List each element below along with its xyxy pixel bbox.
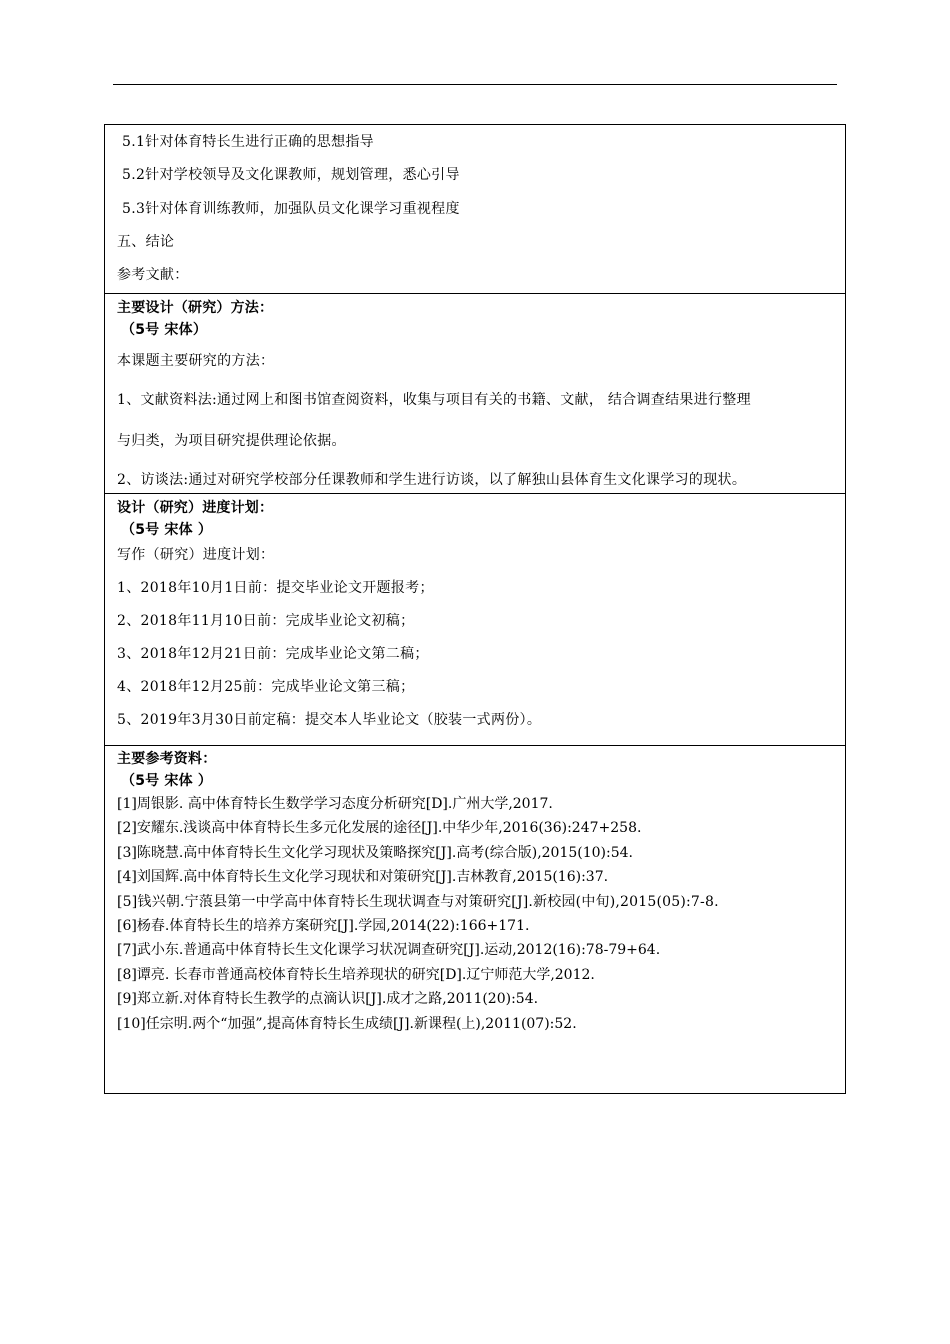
reference-item: [7]武小东.普通高中体育特长生文化课学习状况调查研究[J].运动,2012(16):78-79+64. (117, 942, 661, 959)
methods-heading: 主要设计（研究）方法： (117, 300, 274, 316)
schedule-intro: 写作（研究）进度计划： (117, 547, 275, 563)
references-cell (105, 745, 845, 1093)
reference-item: [4]刘国辉.高中体育特长生文化学习现状和对策研究[J].吉林教育,2015(16):37. (117, 869, 609, 886)
reference-item: [10]任宗明.两个“加强”,提高体育特长生成绩[J].新课程(上),2011(07):52. (117, 1015, 577, 1032)
schedule-item: 3、2018年12月21日前：完成毕业论文第二稿； (117, 646, 429, 662)
schedule-item: 1、2018年10月1日前：提交毕业论文开题报考； (117, 580, 434, 596)
reference-item: [5]钱兴朝.宁蒗县第一中学高中体育特长生现状调查与对策研究[J].新校园(中旬),2015(05):7-8. (117, 893, 719, 910)
outline-item: 5.3针对体育训练教师，加强队员文化课学习重视程度 (122, 200, 460, 217)
outline-cell (105, 125, 845, 293)
reference-item: [1]周银影. 高中体育特长生数学学习态度分析研究[D].广州大学,2017. (117, 796, 553, 812)
methods-item-1-line-1: 1、文献资料法:通过网上和图书馆查阅资料，收集与项目有关的书籍、文献， 结合调查结果进行整理 (117, 392, 751, 408)
outline-item: 五、结论 (117, 233, 175, 250)
references-heading: 主要参考资料： (117, 751, 217, 767)
outline-item: 5.1针对体育特长生进行正确的思想指导 (122, 134, 374, 150)
schedule-cell (105, 493, 845, 745)
reference-item: [6]杨春.体育特长生的培养方案研究[J].学园,2014(22):166+171. (117, 918, 530, 935)
reference-item: [2]安耀东.浅谈高中体育特长生多元化发展的途径[J].中华少年,2016(36):247+258. (117, 820, 642, 837)
methods-item-1-line-2: 与归类，为项目研究提供理论依据。 (117, 433, 346, 449)
reference-item: [3]陈晓慧.高中体育特长生文化学习现状及策略探究[J].高考(综合版),2015(10):54. (117, 844, 633, 861)
schedule-item: 2、2018年11月10日前：完成毕业论文初稿； (117, 613, 415, 629)
methods-intro: 本课题主要研究的方法： (117, 353, 275, 369)
methods-font-note: （5号 宋体） (121, 322, 208, 338)
schedule-font-note: （5号 宋体 ） (121, 522, 213, 538)
reference-item: [9]郑立新.对体育特长生教学的点滴认识[J].成才之路,2011(20):54. (117, 991, 539, 1008)
outline-item: 5.2针对学校领导及文化课教师，规划管理，悉心引导 (122, 167, 460, 184)
methods-cell (105, 293, 845, 493)
methods-item-2: 2、访谈法:通过对研究学校部分任课教师和学生进行访谈，以了解独山县体育生文化课学习的现状。 (117, 472, 747, 488)
reference-list (117, 792, 837, 1036)
references-font-note: （5号 宋体 ） (121, 773, 213, 789)
schedule-item: 4、2018年12月25前：完成毕业论文第三稿； (117, 679, 415, 695)
reference-item: [8]谭亮. 长春市普通高校体育特长生培养现状的研究[D].辽宁师范大学,2012. (117, 966, 595, 983)
schedule-item: 5、2019年3月30日前定稿：提交本人毕业论文（胶装一式两份）。 (117, 712, 542, 728)
outline-item: 参考文献： (117, 267, 189, 284)
schedule-heading: 设计（研究）进度计划： (117, 500, 274, 516)
header-rule (113, 84, 837, 85)
proposal-form-table (104, 124, 846, 1094)
